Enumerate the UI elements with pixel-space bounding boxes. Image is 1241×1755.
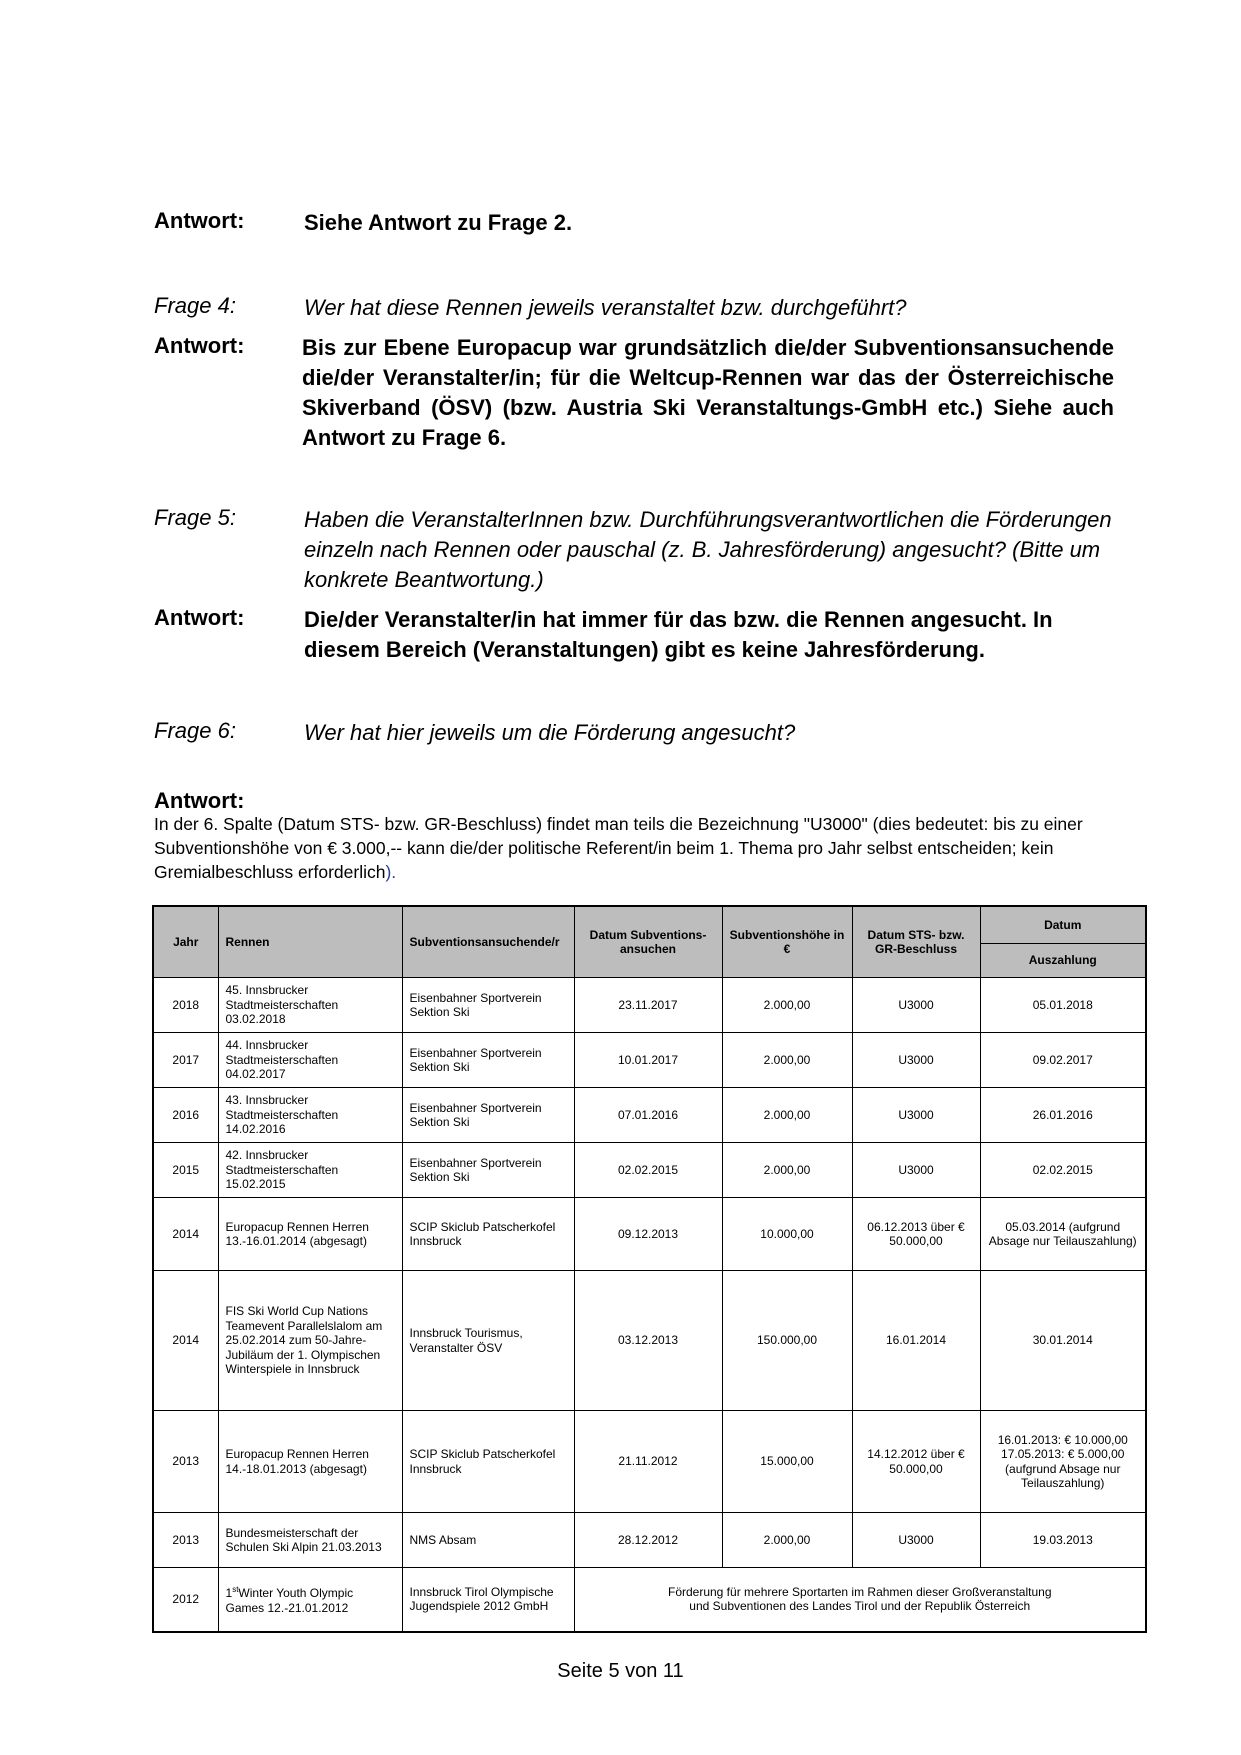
cell-datum: 28.12.2012 (574, 1513, 722, 1568)
table-row (153, 978, 1146, 1033)
cell-rennen-sup: st (232, 1585, 239, 1595)
cell-hoehe: 2.000,00 (722, 1143, 852, 1198)
col-header-datum-ansuchen: Datum Subventions-ansuchen (574, 906, 722, 978)
cell-auszahlung: 05.03.2014 (aufgrund Absage nur Teilauszahlung) (980, 1198, 1146, 1271)
col-header-ansuchende: Subventionsansuchende/r (402, 906, 574, 978)
cell-jahr: 2016 (153, 1088, 218, 1143)
cell-datum: 02.02.2015 (574, 1143, 722, 1198)
question-label: Frage 4: (154, 293, 236, 318)
answer6-tail: ). (385, 862, 397, 882)
cell-hoehe: 2.000,00 (722, 1088, 852, 1143)
cell-beschluss: 14.12.2012 über € 50.000,00 (852, 1411, 980, 1513)
cell-hoehe: 150.000,00 (722, 1271, 852, 1411)
cell-beschluss: U3000 (852, 1143, 980, 1198)
cell-jahr: 2014 (153, 1198, 218, 1271)
table-row (153, 1033, 1146, 1088)
cell-datum: 10.01.2017 (574, 1033, 722, 1088)
cell-ansuchende: Innsbruck Tourismus, Veranstalter ÖSV (402, 1271, 574, 1411)
cell-beschluss: U3000 (852, 1513, 980, 1568)
cell-jahr: 2015 (153, 1143, 218, 1198)
question-text: Haben die VeranstalterInnen bzw. Durchführungsverantwortlichen die Förderungen einzeln nach Rennen oder pauschal (z. B. Jahresförderung) angesucht? (Bitte um konkrete Beantwortung.) (304, 507, 1112, 592)
answer-label: Antwort: (154, 333, 245, 358)
col-header-beschluss: Datum STS- bzw. GR-Beschluss (852, 906, 980, 978)
col-header-jahr: Jahr (153, 906, 218, 978)
answer6-text (154, 812, 1134, 884)
answer-label: Antwort: (154, 208, 245, 233)
cell-jahr: 2018 (153, 978, 218, 1033)
cell-beschluss: 16.01.2014 (852, 1271, 980, 1411)
cell-rennen: 43. Innsbrucker Stadtmeisterschaften 14.02.2016 (218, 1088, 402, 1143)
merged-note-line-2: und Subventionen des Landes Tirol und der Republik Österreich (689, 1599, 1031, 1614)
cell-jahr: 2013 (153, 1411, 218, 1513)
cell-ansuchende: SCIP Skiclub Patscherkofel Innsbruck (402, 1198, 574, 1271)
question-label: Frage 6: (154, 718, 236, 743)
cell-datum: 03.12.2013 (574, 1271, 722, 1411)
cell-hoehe: 2.000,00 (722, 1033, 852, 1088)
cell-ansuchende: Eisenbahner Sportverein Sektion Ski (402, 1143, 574, 1198)
cell-auszahlung: 09.02.2017 (980, 1033, 1146, 1088)
cell-ansuchende: Innsbruck Tirol Olympische Jugendspiele 2012 GmbH (402, 1568, 574, 1632)
cell-ansuchende: Eisenbahner Sportverein Sektion Ski (402, 978, 574, 1033)
cell-auszahlung: 05.01.2018 (980, 978, 1146, 1033)
answer-text: Siehe Antwort zu Frage 2. (304, 210, 573, 235)
cell-beschluss: U3000 (852, 1088, 980, 1143)
cell-hoehe: 10.000,00 (722, 1198, 852, 1271)
question-label: Frage 5: (154, 505, 236, 530)
cell-auszahlung: 26.01.2016 (980, 1088, 1146, 1143)
question-text: Wer hat hier jeweils um die Förderung angesucht? (304, 720, 796, 745)
cell-rennen: 44. Innsbrucker Stadtmeisterschaften 04.02.2017 (218, 1033, 402, 1088)
table-row (153, 1271, 1146, 1411)
cell-rennen: 45. Innsbrucker Stadtmeisterschaften 03.02.2018 (218, 978, 402, 1033)
cell-jahr: 2013 (153, 1513, 218, 1568)
cell-rennen: Europacup Rennen Herren 13.-16.01.2014 (abgesagt) (218, 1198, 402, 1271)
cell-beschluss: 06.12.2013 über € 50.000,00 (852, 1198, 980, 1271)
answer-text: Bis zur Ebene Europacup war grundsätzlich die/der Subventionsansuchende die/der Veranstalter/in; für die Weltcup-Rennen war das der Österreichische Skiverband (ÖSV) (bzw. Austria Ski Veranstaltungs-GmbH etc.) Siehe auch Antwort zu Frage 6. (302, 335, 1114, 450)
cell-rennen: 42. Innsbrucker Stadtmeisterschaften 15.02.2015 (218, 1143, 402, 1198)
cell-datum: 23.11.2017 (574, 978, 722, 1033)
cell-hoehe: 2.000,00 (722, 978, 852, 1033)
answer-text: Die/der Veranstalter/in hat immer für das bzw. die Rennen angesucht. In diesem Bereich (Veranstaltungen) gibt es keine Jahresförderung. (304, 607, 1053, 662)
cell-ansuchende: Eisenbahner Sportverein Sektion Ski (402, 1088, 574, 1143)
cell-jahr: 2012 (153, 1568, 218, 1632)
cell-ansuchende: NMS Absam (402, 1513, 574, 1568)
cell-rennen: Europacup Rennen Herren 14.-18.01.2013 (abgesagt) (218, 1411, 402, 1513)
col-header-datum-group: Datum (980, 906, 1146, 944)
cell-merged-note (574, 1568, 1146, 1632)
cell-beschluss: U3000 (852, 978, 980, 1033)
col-header-rennen: Rennen (218, 906, 402, 978)
cell-ansuchende: SCIP Skiclub Patscherkofel Innsbruck (402, 1411, 574, 1513)
table-row (153, 1568, 1146, 1632)
question-text: Wer hat diese Rennen jeweils veranstaltet bzw. durchgeführt? (304, 295, 907, 320)
cell-jahr: 2017 (153, 1033, 218, 1088)
cell-hoehe: 15.000,00 (722, 1411, 852, 1513)
cell-rennen (218, 1568, 402, 1632)
cell-auszahlung: 30.01.2014 (980, 1271, 1146, 1411)
page-footer: Seite 5 von 11 (557, 1660, 684, 1682)
table-header-row (153, 906, 1146, 944)
cell-hoehe: 2.000,00 (722, 1513, 852, 1568)
table-row (153, 1088, 1146, 1143)
cell-datum: 21.11.2012 (574, 1411, 722, 1513)
cell-rennen: FIS Ski World Cup Nations Teamevent Parallelslalom am 25.02.2014 zum 50-Jahre-Jubiläum der 1. Olympischen Winterspiele in Innsbruck (218, 1271, 402, 1411)
col-header-hoehe: Subventionshöhe in € (722, 906, 852, 978)
table-row (153, 1513, 1146, 1568)
col-header-auszahlung: Auszahlung (980, 944, 1146, 978)
cell-auszahlung: 02.02.2015 (980, 1143, 1146, 1198)
merged-note-line-1: Förderung für mehrere Sportarten im Rahmen dieser Großveranstaltung (667, 1584, 1052, 1599)
cell-datum: 07.01.2016 (574, 1088, 722, 1143)
subsidy-table (152, 905, 1147, 1633)
table-row (153, 1198, 1146, 1271)
table-row (153, 1411, 1146, 1513)
answer-label: Antwort: (154, 605, 245, 630)
answer6-body: In der 6. Spalte (Datum STS- bzw. GR-Beschluss) findet man teils die Bezeichnung "U3000" (dies bedeutet: bis zu einer Subventionshöhe von € 3.000,-- kann die/der politische Referent/in beim 1. Thema pro Jahr selbst entscheiden; kein Gremialbeschluss erforderlich (154, 814, 1083, 882)
table-row (153, 1143, 1146, 1198)
cell-rennen-prefix: 1 (225, 1586, 233, 1601)
cell-ansuchende: Eisenbahner Sportverein Sektion Ski (402, 1033, 574, 1088)
cell-beschluss: U3000 (852, 1033, 980, 1088)
cell-auszahlung: 16.01.2013: € 10.000,00 17.05.2013: € 5.000,00 (aufgrund Absage nur Teilauszahlung) (980, 1411, 1146, 1513)
cell-rennen-rest: Winter Youth Olympic Games 12.-21.01.2012 (225, 1586, 354, 1615)
cell-jahr: 2014 (153, 1271, 218, 1411)
cell-datum: 09.12.2013 (574, 1198, 722, 1271)
answer6-heading: Antwort: (154, 788, 245, 813)
cell-rennen: Bundesmeisterschaft der Schulen Ski Alpin 21.03.2013 (218, 1513, 402, 1568)
cell-auszahlung: 19.03.2013 (980, 1513, 1146, 1568)
